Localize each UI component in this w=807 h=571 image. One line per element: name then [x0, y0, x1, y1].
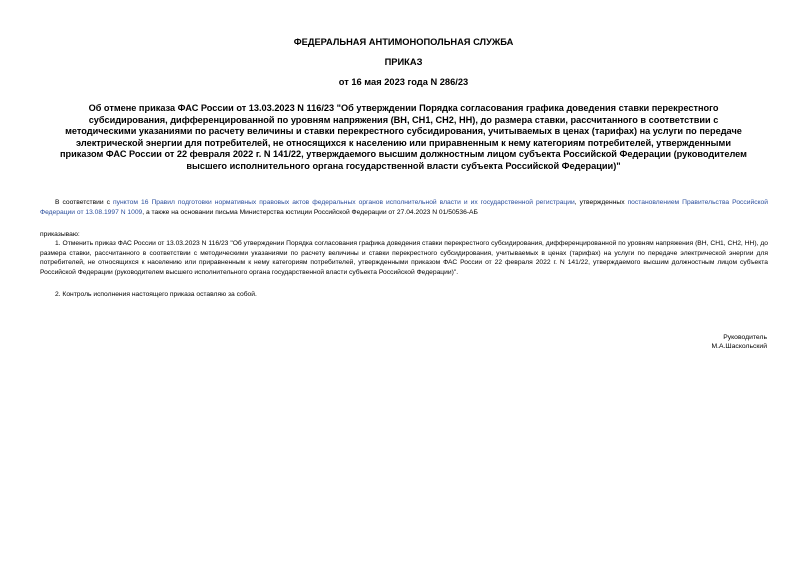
organization-heading: ФЕДЕРАЛЬНАЯ АНТИМОНОПОЛЬНАЯ СЛУЖБА [293, 37, 514, 47]
basis-middle-text: , утвержденных [574, 199, 628, 206]
document-date-number: от 16 мая 2023 года N 286/23 [338, 77, 469, 87]
orders-word: приказываю: [40, 231, 80, 238]
document-type-heading: ПРИКАЗ [384, 57, 423, 67]
basis-paragraph [40, 198, 768, 217]
signature-name: М.А.Шаскольский [711, 343, 767, 350]
basis-suffix-text: , а также на основании письма Министерства юстиции Российской Федерации от 27.04.2023 N 01/50536-АБ [142, 208, 478, 216]
rules-point-16-link[interactable]: пунктом 16 Правил подготовки нормативных правовых актов федеральных органов исполнительной власти и их государственной регистрации [113, 199, 575, 206]
order-item-2: 2. Контроль исполнения настоящего приказа оставляю за собой. [55, 291, 257, 298]
basis-prefix-text: В соответствии с [55, 199, 114, 206]
signature-title: Руководитель [723, 334, 767, 341]
order-item-1: 1. Отменить приказ ФАС России от 13.03.2023 N 116/23 "Об утверждении Порядка согласования графика доведения ставки перекрестного субсидирования, дифференцированной по уровням напряжения (ВН, СН1, СН2, НН), до размера ставки, рассчитанного в соответствии с методическими указаниями по расчету величины и ставки перекрестного субсидирования, учитываемых в ценах (тарифах) на услуги по передаче электрической энергии для потребителей, не относящихся к населению или приравненным к нему категориям потребителей, утвержденными приказом ФАС России от 22 февраля 2022 г. N 141/22, утверждаемого высшим должностным лицом субъекта Российской Федерации (руководителем высшего исполнительного органа государственной власти субъекта Российской Федерации)". [40, 240, 768, 276]
document-title: Об отмене приказа ФАС России от 13.03.2023 N 116/23 "Об утверждении Порядка согласования графика доведения ставки перекрестного субсидирования, дифференцированной по уровням напряжения (ВН, СН1, СН2, НН), до размера ставки, рассчитанного в соответствии с методическими указаниями по расчету величины и ставки перекрестного субсидирования, учитываемых в ценах (тарифах) на услуги по передаче электрической энергии для потребителей, не относящихся к населению или приравненным к нему категориям потребителей, утвержденными приказом ФАС России от 22 февраля 2022 г. N 141/22, утверждаемого высшим должностным лицом субъекта Российской Федерации (руководителем высшего исполнительного органа государственной власти субъекта Российской Федерации)" [60, 103, 747, 171]
government-resolution-link[interactable]: постановлением Правительства Российской Федерации от 13.08.1997 N 1009 [40, 199, 769, 216]
